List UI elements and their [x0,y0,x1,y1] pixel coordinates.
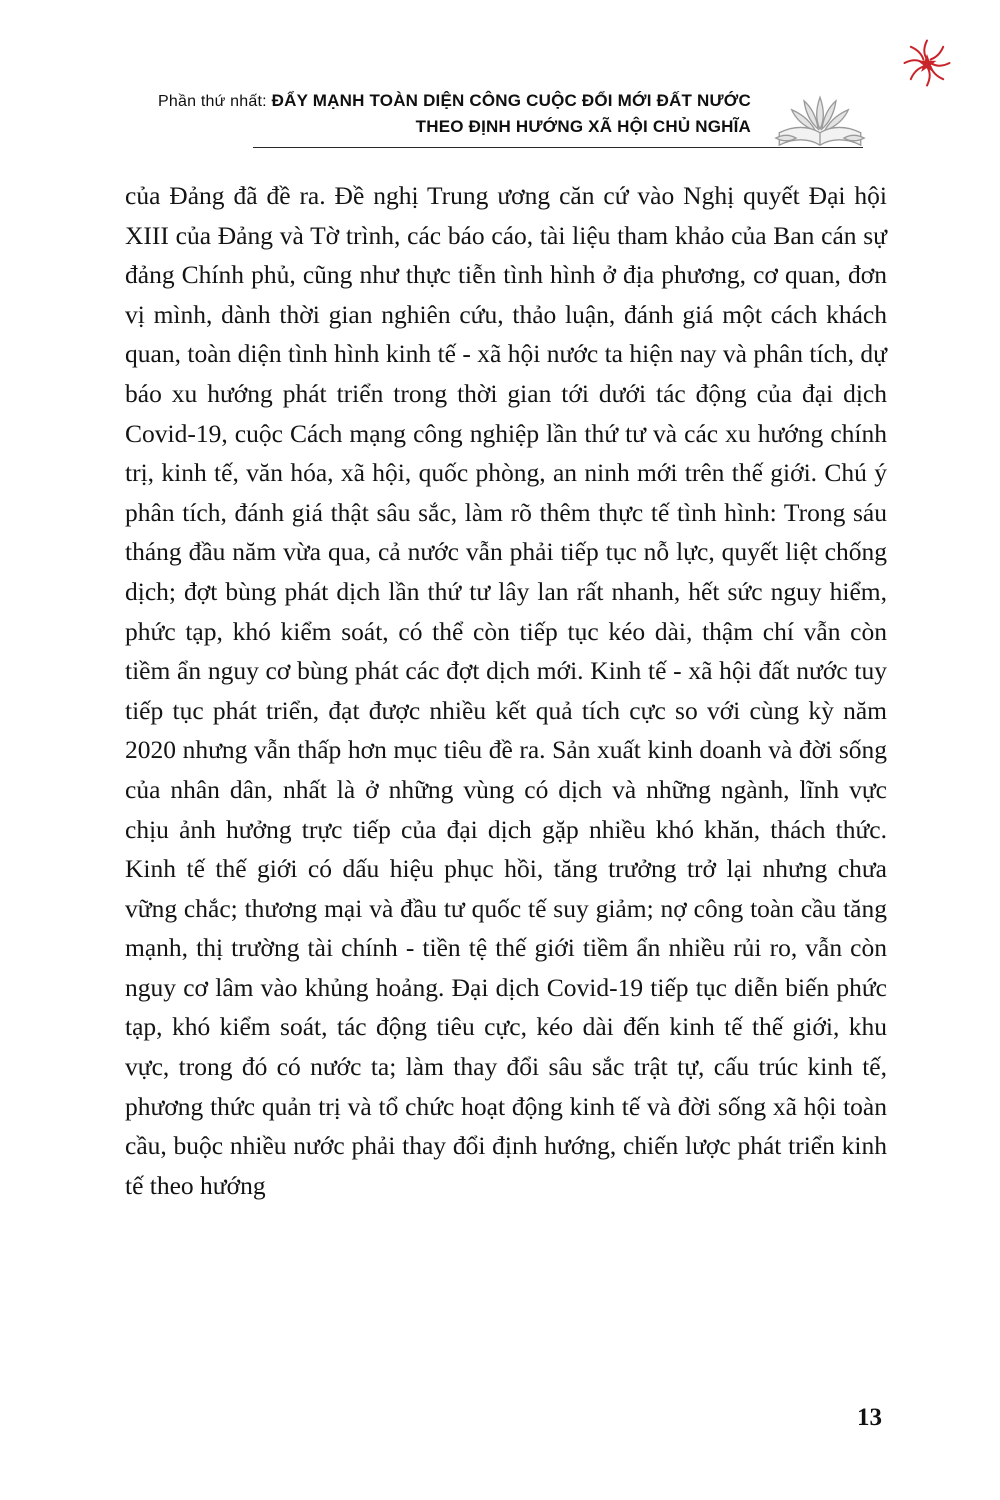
header-title-text-2: THEO ĐỊNH HƯỚNG XÃ HỘI CHỦ NGHĨA [415,117,751,136]
header-prefix: Phần thứ nhất: [158,93,267,110]
page-number: 13 [857,1404,882,1431]
header-title-text-1: ĐẨY MẠNH TOÀN DIỆN CÔNG CUỘC ĐỔI MỚI ĐẤT NƯỚC [271,91,751,110]
body-paragraph: của Đảng đã đề ra. Đề nghị Trung ương căn cứ vào Nghị quyết Đại hội XIII của Đảng và Tờ trình, các báo cáo, tài liệu tham khảo của Ban cán sự đảng Chính phủ, cũng như thực tiễn tình hình ở địa phương, cơ quan, đơn vị mình, dành thời gian nghiên cứu, thảo luận, đánh giá một cách khách quan, toàn diện tình hình kinh tế - xã hội nước ta hiện nay và phân tích, dự báo xu hướng phát triển trong thời gian tới dưới tác động của đại dịch Covid-19, cuộc Cách mạng công nghiệp lần thứ tư và các xu hướng chính trị, kinh tế, văn hóa, xã hội, quốc phòng, an ninh mới trên thế giới. Chú ý phân tích, đánh giá thật sâu sắc, làm rõ thêm thực tế tình hình: Trong sáu tháng đầu năm vừa qua, cả nước vẫn phải tiếp tục nỗ lực, quyết liệt chống dịch; đợt bùng phát dịch lần thứ tư lây lan rất nhanh, hết sức nguy hiểm, phức tạp, khó kiểm soát, có thể còn tiếp tục kéo dài, thậm chí vẫn còn tiềm ẩn nguy cơ bùng phát các đợt dịch mới. Kinh tế - xã hội đất nước tuy tiếp tục phát triển, đạt được nhiều kết quả tích cực so với cùng kỳ năm 2020 nhưng vẫn thấp hơn mục tiêu đề ra. Sản xuất kinh doanh và đời sống của nhân dân, nhất là ở những vùng có dịch và những ngành, lĩnh vực chịu ảnh hưởng trực tiếp của đại dịch gặp nhiều khó khăn, thách thức. Kinh tế thế giới có dấu hiệu phục hồi, tăng trưởng trở lại nhưng chưa vững chắc; thương mại và đầu tư quốc tế suy giảm; nợ công toàn cầu tăng mạnh, thị trường tài chính - tiền tệ thế giới tiềm ẩn nhiều rủi ro, vẫn còn nguy cơ lâm vào khủng hoảng. Đại dịch Covid-19 tiếp tục diễn biến phức tạp, khó kiểm soát, tác động tiêu cực, kéo dài đến kinh tế thế giới, khu vực, trong đó có nước ta; làm thay đổi sâu sắc trật tự, cấu trúc kinh tế, phương thức quản trị và tổ chức hoạt động kinh tế và đời sống xã hội toàn cầu, buộc nhiều nước phải thay đổi định hướng, chiến lược phát triển kinh tế theo hướng [125,181,887,1200]
page-header [130,88,875,148]
header-title-line1 [158,88,751,114]
publisher-emblem-icon [900,36,954,90]
header-title [158,88,751,148]
lotus-book-logo-icon [765,92,875,154]
header-divider [253,147,863,148]
